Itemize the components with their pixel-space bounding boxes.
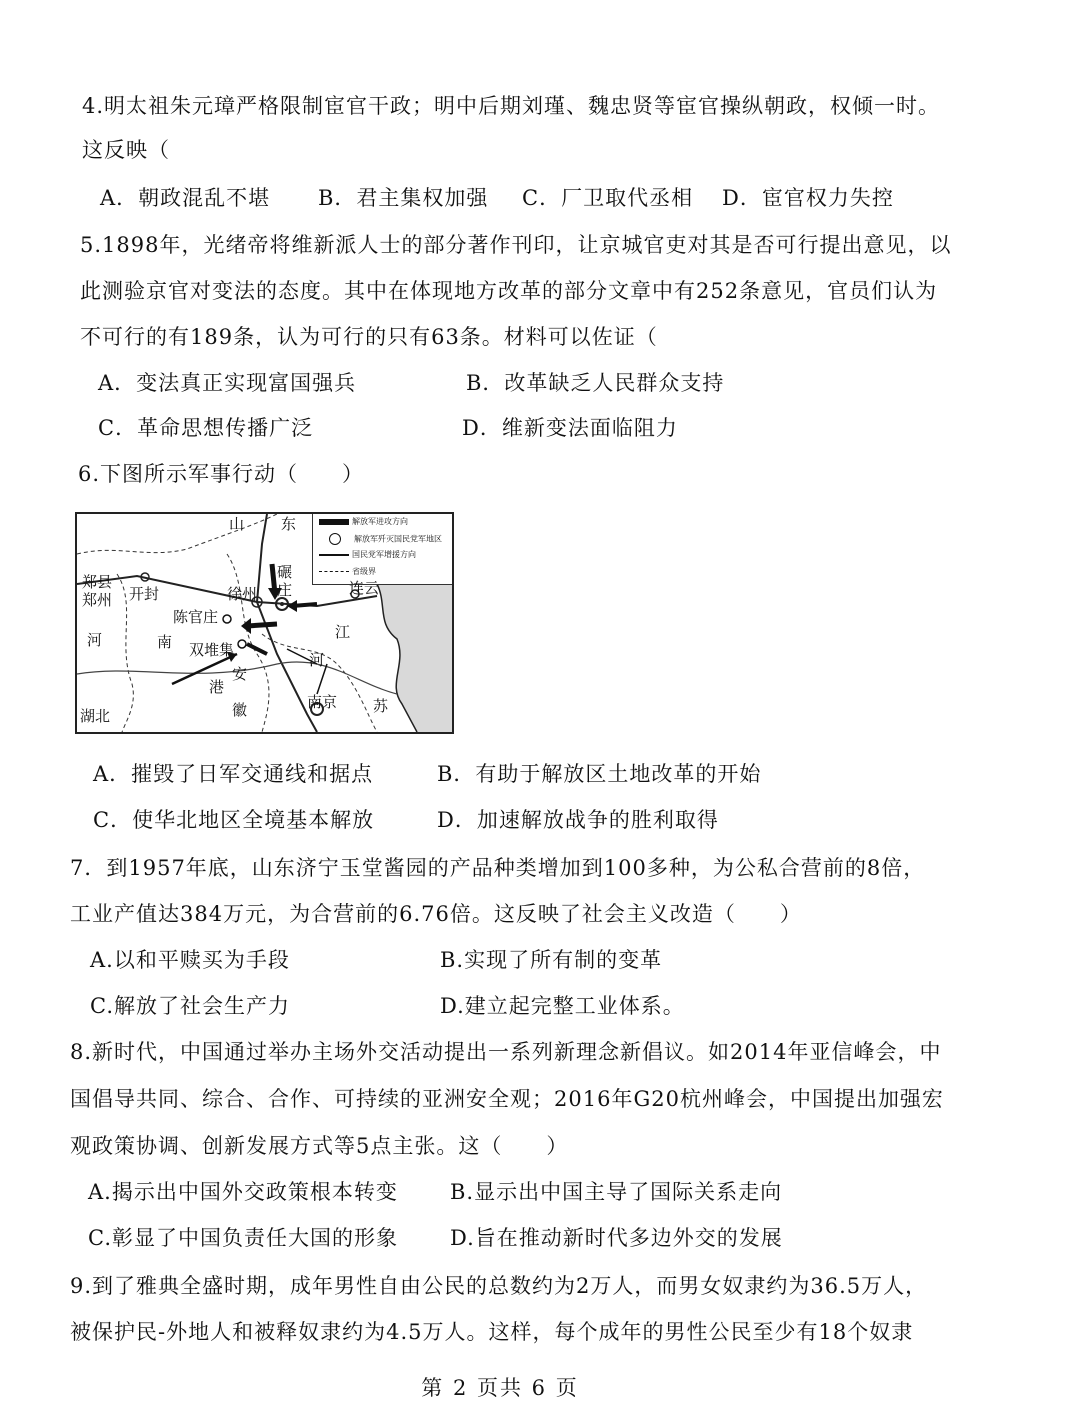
map-label-shandong-1: 山 — [229, 515, 245, 533]
q8-stem-line3: 观政策协调、创新发展方式等5点主张。这（ ） — [70, 1134, 569, 1158]
map-label-nianzhuang-1: 碾 — [277, 563, 293, 581]
map-label-hui: 徽 — [232, 701, 248, 719]
q7-option-b[interactable]: B.实现了所有制的变革 — [440, 948, 663, 972]
q8-option-a[interactable]: A.揭示出中国外交政策根本转变 — [88, 1180, 398, 1204]
legend-border-label: 省级界 — [352, 567, 376, 576]
q5-option-d[interactable]: D．维新变法面临阻力 — [462, 416, 678, 440]
q5-option-a[interactable]: A．变法真正实现富国强兵 — [98, 371, 357, 395]
q8-option-c[interactable]: C.彰显了中国负责任大国的形象 — [88, 1226, 398, 1250]
annihilation-circle-icon — [329, 533, 341, 545]
q5-stem-line2: 此测验京官对变法的态度。其中在体现地方改革的部分文章中有252条意见，官员们认为 — [80, 279, 938, 303]
q7-stem-line2: 工业产值达384万元，为合营前的6.76倍。这反映了社会主义改造（ ） — [70, 902, 802, 926]
border-line-icon — [319, 571, 349, 572]
q5-option-b[interactable]: B．改革缺乏人民群众支持 — [466, 371, 725, 395]
map-label-shuangduiji: 双堆集 — [189, 641, 235, 659]
map-label-zhengzhou: 郑州 — [82, 591, 113, 609]
map-label-nianzhuang-2: 庄 — [277, 581, 293, 599]
map-label-shandong-2: 东 — [281, 515, 297, 533]
map-label-kaifeng: 开封 — [129, 585, 160, 603]
map-label-hubei: 湖北 — [80, 707, 111, 725]
q8-option-b[interactable]: B.显示出中国主导了国际关系走向 — [450, 1180, 783, 1204]
map-label-nanjing: 南京 — [307, 693, 338, 711]
q7-option-c[interactable]: C.解放了社会生产力 — [90, 994, 290, 1018]
map-label-chenguanzhuang: 陈官庄 — [173, 608, 219, 626]
map-label-an: 安 — [232, 665, 248, 683]
map-label-river: 河 — [309, 651, 325, 669]
map-label-he: 河 — [87, 631, 103, 649]
q6-option-c[interactable]: C．使华北地区全境基本解放 — [93, 808, 375, 832]
q7-stem-line1: 7．到1957年底，山东济宁玉堂酱园的产品种类增加到100多种，为公私合营前的8倍， — [70, 856, 926, 880]
q7-option-d[interactable]: D.建立起完整工业体系。 — [440, 994, 685, 1018]
map-label-jiang: 江 — [335, 623, 351, 641]
map-legend — [312, 514, 453, 585]
q7-option-a[interactable]: A.以和平赎买为手段 — [90, 948, 290, 972]
reinforce-arrow-icon — [319, 554, 349, 556]
q6-option-d[interactable]: D．加速解放战争的胜利取得 — [437, 808, 719, 832]
legend-row-reinforce — [319, 550, 416, 560]
legend-row-border — [319, 567, 376, 577]
q4-option-c[interactable]: C．厂卫取代丞相 — [522, 186, 694, 210]
q4-option-b[interactable]: B．君主集权加强 — [318, 186, 489, 210]
q8-stem-line2: 国倡导共同、综合、合作、可持续的亚洲安全观；2016年G20杭州峰会，中国提出加强宏 — [70, 1087, 944, 1111]
q9-stem-line2: 被保护民-外地人和被释奴隶约为4.5万人。这样，每个成年的男性公民至少有18个奴隶 — [70, 1320, 914, 1344]
q5-stem-line3: 不可行的有189条，认为可行的只有63条。材料可以佐证（ — [80, 325, 658, 349]
map-label-gang: 港 — [209, 678, 225, 696]
q4-stem-line1: 4.明太祖朱元璋严格限制宦官干政；明中后期刘瑾、魏忠贤等宦官操纵朝政，权倾一时。 — [82, 94, 941, 118]
map-label-nan: 南 — [157, 633, 173, 651]
map-label-su: 苏 — [373, 697, 389, 715]
map-label-xuzhou: 徐州 — [227, 585, 258, 603]
q6-option-b[interactable]: B．有助于解放区土地改革的开始 — [437, 762, 762, 786]
q5-stem-line1: 5.1898年，光绪帝将维新派人士的部分著作刊印，让京城官吏对其是否可行提出意见，以 — [80, 233, 952, 257]
page-footer: 第 2 页共 6 页 — [421, 1376, 579, 1400]
q4-option-d[interactable]: D．宦官权力失控 — [722, 186, 894, 210]
legend-row-attack — [319, 517, 408, 527]
q6-option-a[interactable]: A．摧毁了日军交通线和据点 — [93, 762, 374, 786]
huaihai-campaign-map — [75, 512, 454, 734]
legend-attack-label: 解放军进攻方向 — [352, 517, 408, 526]
q4-stem-line2: 这反映（ — [82, 138, 170, 162]
q9-stem-line1: 9.到了雅典全盛时期，成年男性自由公民的总数约为2万人，而男女奴隶约为36.5万人， — [70, 1274, 928, 1298]
map-label-lianyun: 连云 — [349, 579, 380, 597]
q8-stem-line1: 8.新时代，中国通过举办主场外交活动提出一系列新理念新倡议。如2014年亚信峰会，中 — [70, 1040, 942, 1064]
legend-reinforce-label: 国民党军增援方向 — [352, 550, 416, 559]
q6-stem-line1: 6.下图所示军事行动（ ） — [78, 462, 365, 486]
q4-option-a[interactable]: A．朝政混乱不堪 — [100, 186, 271, 210]
q5-option-c[interactable]: C．革命思想传播广泛 — [98, 416, 314, 440]
map-label-zhengxian: 郑县 — [82, 573, 113, 591]
legend-row-annihilate — [319, 533, 442, 545]
attack-arrow-icon — [319, 519, 349, 525]
legend-annihilate-label: 解放军歼灭国民党军地区 — [354, 534, 442, 544]
q8-option-d[interactable]: D.旨在推动新时代多边外交的发展 — [450, 1226, 783, 1250]
